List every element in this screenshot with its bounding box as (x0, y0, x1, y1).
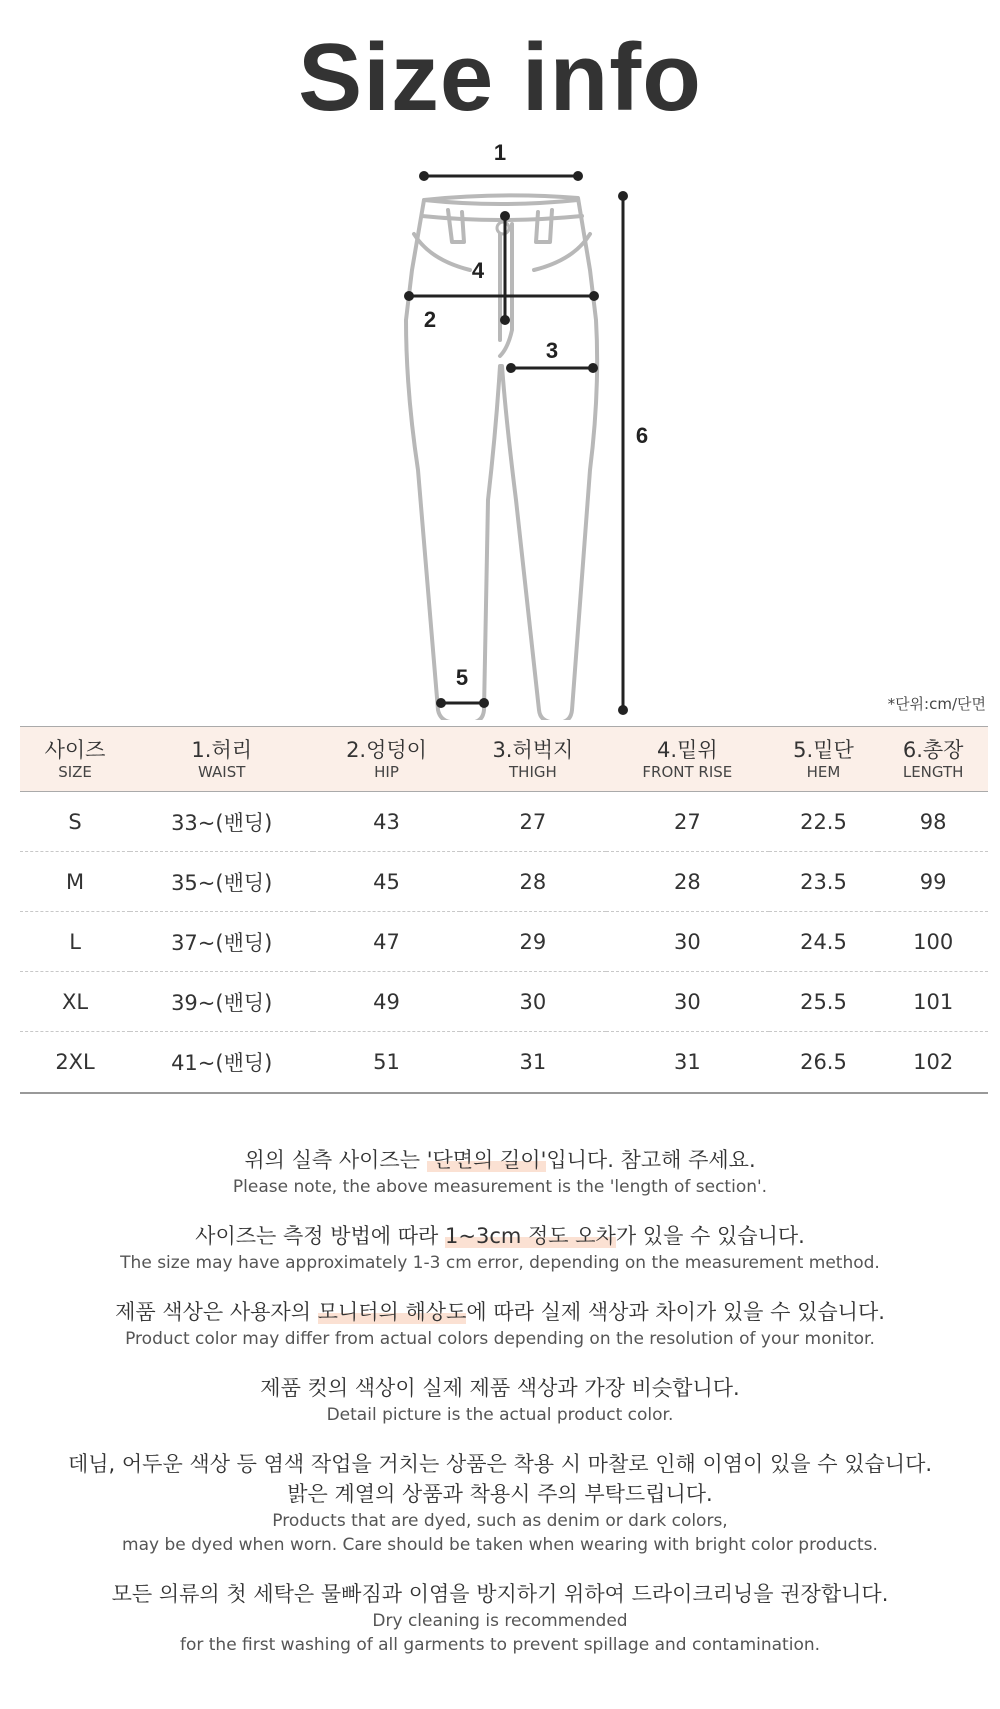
note-en: Detail picture is the actual product color. (326, 1405, 674, 1425)
cell-hip: 45 (313, 852, 459, 912)
cell-size: XL (20, 972, 130, 1032)
header-thigh: 3.허벅지 THIGH (460, 727, 606, 792)
note-en: Please note, the above measurement is the 'length of section'. (232, 1177, 768, 1197)
cell-front-rise: 27 (606, 792, 769, 852)
note-detail-color (0, 1373, 1000, 1427)
note-en: for the first washing of all garments to prevent spillage and contamination. (179, 1635, 821, 1655)
unit-note: *단위:cm/단면 (887, 695, 986, 713)
cell-length: 100 (878, 912, 988, 972)
cell-front-rise: 30 (606, 972, 769, 1032)
note-en: Product color may differ from actual colors depending on the resolution of your monitor. (125, 1329, 875, 1349)
highlight-text: 1~3cm 정도 오차 (445, 1224, 616, 1248)
note-en: Dry cleaning is recommended (372, 1611, 628, 1631)
measurement-lines (409, 176, 623, 710)
cell-thigh: 30 (460, 972, 606, 1032)
cell-hem: 25.5 (769, 972, 879, 1032)
table-row (20, 1032, 988, 1094)
highlight-text: '단면의 길이' (426, 1148, 547, 1172)
label-hem-number: 5 (455, 665, 469, 690)
label-hip-number: 2 (423, 307, 437, 332)
cell-length: 101 (878, 972, 988, 1032)
cell-length: 99 (878, 852, 988, 912)
cell-waist: 41~(밴딩) (130, 1032, 313, 1094)
note-en: Products that are dyed, such as denim or dark colors, (272, 1511, 728, 1531)
cell-hem: 24.5 (769, 912, 879, 972)
note-en: may be dyed when worn. Care should be taken when wearing with bright color products. (122, 1535, 878, 1555)
cell-waist: 39~(밴딩) (130, 972, 313, 1032)
cell-size: 2XL (20, 1032, 130, 1094)
page-title-text: Size info (298, 24, 702, 131)
cell-size: L (20, 912, 130, 972)
note-ko: 모든 의류의 첫 세탁은 물빠짐과 이염을 방지하기 위하여 드라이크리닝을 권장합니다. (111, 1582, 889, 1606)
cell-length: 98 (878, 792, 988, 852)
header-hip: 2.엉덩이 HIP (313, 727, 459, 792)
cell-thigh: 28 (460, 852, 606, 912)
cell-hip: 51 (313, 1032, 459, 1094)
note-ko: 사이즈는 측정 방법에 따라 1~3cm 정도 오차가 있을 수 있습니다. (195, 1224, 805, 1248)
cell-hip: 43 (313, 792, 459, 852)
note-dye-transfer (0, 1449, 1000, 1557)
label-thigh-number: 3 (545, 338, 559, 363)
cell-front-rise: 30 (606, 912, 769, 972)
pants-outline (406, 195, 597, 720)
cell-waist: 33~(밴딩) (130, 792, 313, 852)
header-size: 사이즈 SIZE (20, 727, 130, 792)
header-length: 6.총장 LENGTH (878, 727, 988, 792)
waist-button (497, 222, 509, 234)
note-en: The size may have approximately 1-3 cm error, depending on the measurement method. (120, 1253, 880, 1273)
cell-waist: 37~(밴딩) (130, 912, 313, 972)
cell-hip: 49 (313, 972, 459, 1032)
cell-hip: 47 (313, 912, 459, 972)
cell-size: S (20, 792, 130, 852)
table-row (20, 912, 988, 972)
cell-hem: 22.5 (769, 792, 879, 852)
note-measurement (0, 1145, 1000, 1199)
note-monitor-color (0, 1297, 1000, 1351)
page-title (0, 24, 1000, 131)
note-ko: 데님, 어두운 색상 등 염색 작업을 거치는 상품은 착용 시 마찰로 인해 이염이 있을 수 있습니다. (67, 1452, 933, 1476)
table-header-row (20, 727, 988, 792)
highlight-text: 모니터의 해상도 (317, 1300, 467, 1324)
table-row (20, 972, 988, 1032)
note-dry-cleaning (0, 1579, 1000, 1657)
notes-section (0, 1145, 1000, 1679)
table-row (20, 852, 988, 912)
label-waist-number: 1 (493, 140, 507, 165)
note-error-range (0, 1221, 1000, 1275)
cell-thigh: 31 (460, 1032, 606, 1094)
note-ko: 위의 실측 사이즈는 '단면의 길이'입니다. 참고해 주세요. (244, 1148, 756, 1172)
label-rise-number: 4 (471, 258, 485, 283)
cell-hem: 23.5 (769, 852, 879, 912)
pants-measurement-diagram (0, 130, 1000, 720)
header-front-rise: 4.밑위 FRONT RISE (606, 727, 769, 792)
table-row (20, 792, 988, 852)
note-ko: 밝은 계열의 상품과 착용시 주의 부탁드립니다. (287, 1482, 713, 1506)
note-ko: 제품 컷의 색상이 실제 제품 색상과 가장 비슷합니다. (260, 1376, 740, 1400)
cell-thigh: 27 (460, 792, 606, 852)
header-hem: 5.밑단 HEM (769, 727, 879, 792)
cell-thigh: 29 (460, 912, 606, 972)
cell-size: M (20, 852, 130, 912)
cell-waist: 35~(밴딩) (130, 852, 313, 912)
note-ko: 제품 색상은 사용자의 모니터의 해상도에 따라 실제 색상과 차이가 있을 수 있습니다. (115, 1300, 885, 1324)
size-table (20, 726, 988, 1094)
cell-front-rise: 28 (606, 852, 769, 912)
header-waist: 1.허리 WAIST (130, 727, 313, 792)
label-length-number: 6 (635, 423, 649, 448)
cell-front-rise: 31 (606, 1032, 769, 1094)
cell-hem: 26.5 (769, 1032, 879, 1094)
cell-length: 102 (878, 1032, 988, 1094)
